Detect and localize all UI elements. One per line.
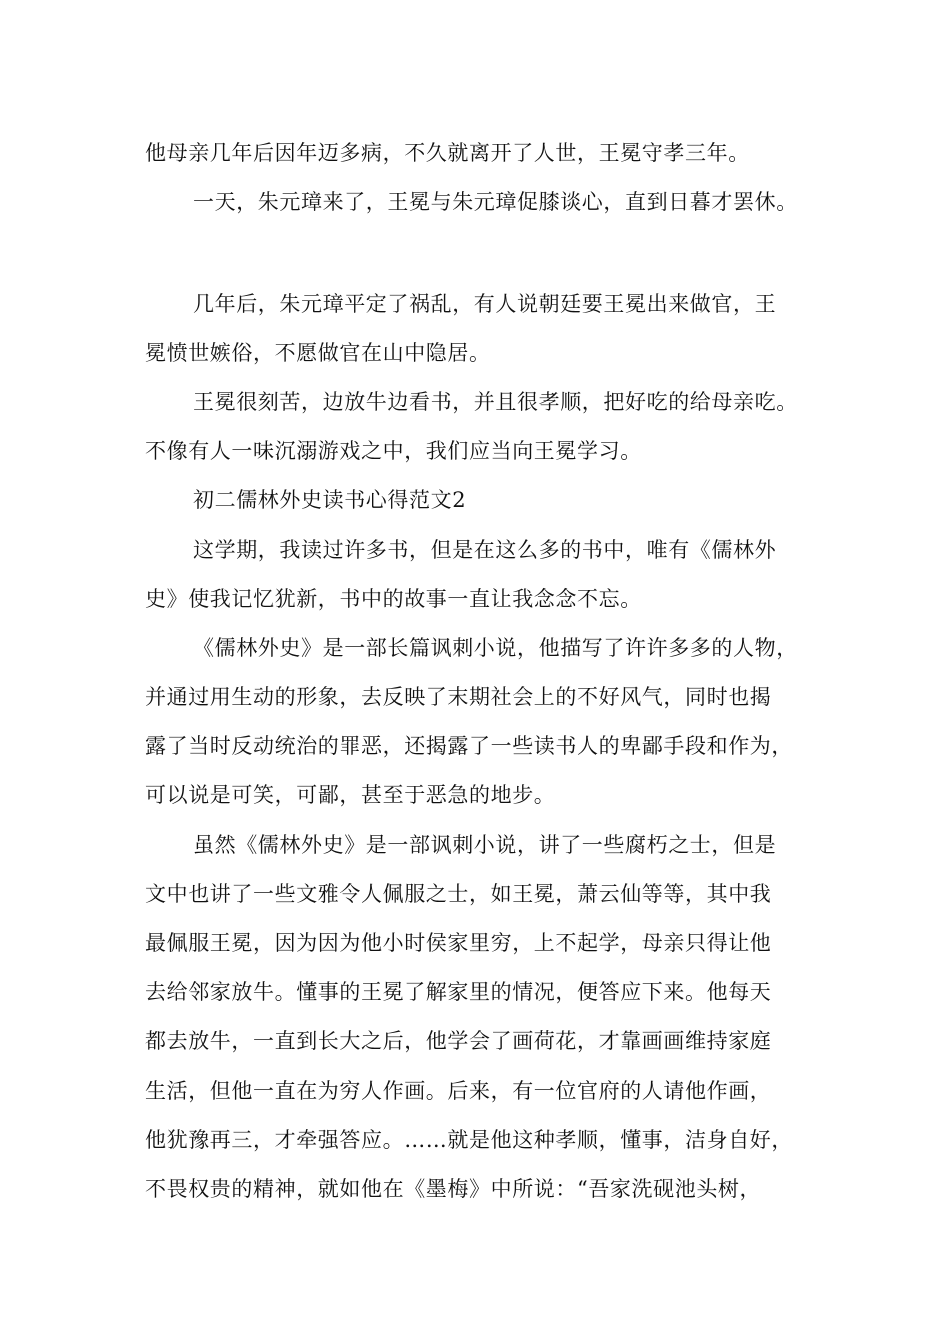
text-line: 他犹豫再三，才牵强答应。……就是他这种孝顺，懂事，洁身自好， xyxy=(145,1128,793,1152)
text-line: 他母亲几年后因年迈多病，不久就离开了人世，王冕守孝三年。 xyxy=(145,141,750,165)
text-line: 并通过用生动的形象，去反映了末期社会上的不好风气，同时也揭 xyxy=(145,685,772,709)
text-line: 生活，但他一直在为穷人作画。后来，有一位官府的人请他作画， xyxy=(145,1079,772,1103)
text-line: 露了当时反动统治的罪恶，还揭露了一些读书人的卑鄙手段和作为， xyxy=(145,734,793,758)
text-line: 冕愤世嫉俗，不愿做官在山中隐居。 xyxy=(145,341,491,365)
text-line: 几年后，朱元璋平定了祸乱，有人说朝廷要王冕出来做官，王 xyxy=(193,292,777,316)
text-line: 不像有人一味沉溺游戏之中，我们应当向王冕学习。 xyxy=(145,439,642,463)
text-line: 不畏权贵的精神，就如他在《墨梅》中所说：“吾家洗砚池头树， xyxy=(145,1177,762,1201)
text-line: 文中也讲了一些文雅令人佩服之士，如王冕，萧云仙等等，其中我 xyxy=(145,882,772,906)
text-line: 一天，朱元璋来了，王冕与朱元璋促膝谈心，直到日暮才罢休。 xyxy=(193,190,798,214)
text-line: 这学期，我读过许多书，但是在这么多的书中，唯有《儒林外 xyxy=(193,538,777,562)
text-line: 去给邻家放牛。懂事的王冕了解家里的情况，便答应下来。他每天 xyxy=(145,980,772,1004)
text-line: 虽然《儒林外史》是一部讽刺小说，讲了一些腐朽之士，但是 xyxy=(193,833,777,857)
section-heading: 初二儒林外史读书心得范文2 xyxy=(193,488,467,512)
text-line: 史》使我记忆犹新，书中的故事一直让我念念不忘。 xyxy=(145,587,642,611)
text-line: 王冕很刻苦，边放牛边看书，并且很孝顺，把好吃的给母亲吃。 xyxy=(193,390,798,414)
text-line: 《儒林外史》是一部长篇讽刺小说，他描写了许许多多的人物， xyxy=(193,636,798,660)
text-line: 都去放牛，一直到长大之后，他学会了画荷花，才靠画画维持家庭 xyxy=(145,1029,772,1053)
text-line: 最佩服王冕，因为因为他小时侯家里穷，上不起学，母亲只得让他 xyxy=(145,931,772,955)
text-line: 可以说是可笑，可鄙，甚至于恶急的地步。 xyxy=(145,783,556,807)
